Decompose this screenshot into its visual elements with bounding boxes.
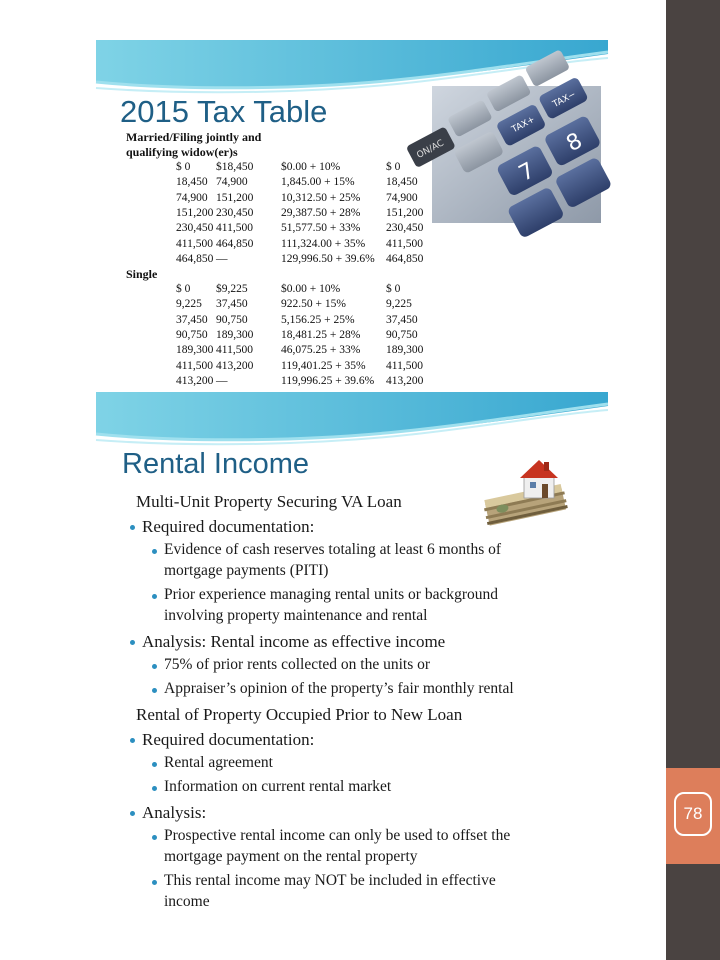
bullet-dot-icon bbox=[130, 525, 135, 530]
wave-header-decoration bbox=[96, 392, 608, 456]
tax-amount-cell: 922.50 + 15% bbox=[281, 298, 346, 311]
bullet-dot-icon bbox=[152, 594, 157, 599]
svg-text:ON/AC: ON/AC bbox=[415, 138, 446, 161]
bracket-but-not-over-cell: 411,500 bbox=[216, 222, 253, 235]
rental-income-title: Rental Income bbox=[122, 448, 309, 480]
bullet-line-level-2: Rental agreement bbox=[164, 754, 273, 772]
tax-amount-cell: 5,156.25 + 25% bbox=[281, 313, 355, 326]
bracket-over-cell: 413,200 bbox=[176, 374, 214, 387]
tax-amount-cell: 119,996.25 + 39.6% bbox=[281, 374, 375, 387]
married-heading-line-1: Married/Filing jointly and bbox=[126, 130, 262, 144]
bracket-over-cell: 151,200 bbox=[176, 206, 214, 219]
bullet-dot-icon bbox=[130, 640, 135, 645]
tax-amount-cell: $0.00 + 10% bbox=[281, 283, 341, 295]
tax-table-row bbox=[96, 176, 608, 191]
bracket-over-cell: 90,750 bbox=[176, 328, 208, 341]
bracket-over-cell: 230,450 bbox=[176, 222, 214, 235]
svg-text:7: 7 bbox=[514, 158, 540, 187]
tax-amount-cell: 51,577.50 + 33% bbox=[281, 222, 361, 235]
bullet-line-level-2: This rental income may NOT be included in effective bbox=[164, 872, 496, 890]
bracket-but-not-over-cell: 151,200 bbox=[216, 191, 254, 204]
bracket-but-not-over-cell: 464,850 bbox=[216, 237, 254, 250]
bullet-line-level-2: Appraiser’s opinion of the property’s fair monthly rental bbox=[164, 680, 514, 698]
of-amount-over-cell: 464,850 bbox=[386, 252, 424, 265]
house-on-money-icon bbox=[478, 452, 570, 528]
tax-amount-cell: 29,387.50 + 28% bbox=[281, 206, 361, 219]
of-amount-over-cell: 230,450 bbox=[386, 222, 424, 235]
bullet-dot-icon bbox=[130, 738, 135, 743]
svg-text:TAX+: TAX+ bbox=[510, 114, 537, 136]
bullet-dot-icon bbox=[152, 880, 157, 885]
of-amount-over-cell: 189,300 bbox=[386, 344, 424, 357]
tax-amount-cell: 10,312.50 + 25% bbox=[281, 191, 361, 204]
bracket-but-not-over-cell: 411,500 bbox=[216, 344, 253, 357]
of-amount-over-cell: 90,750 bbox=[386, 328, 418, 341]
of-amount-over-cell: 413,200 bbox=[386, 374, 424, 387]
tax-table-row bbox=[96, 314, 608, 329]
bracket-over-cell: 189,300 bbox=[176, 344, 214, 357]
married-heading-line-2: qualifying widow(er)s bbox=[126, 145, 238, 159]
bullet-line-level-2: involving property maintenance and rental bbox=[164, 607, 428, 625]
svg-text:TAX−: TAX− bbox=[551, 89, 578, 111]
bracket-over-cell: 411,500 bbox=[176, 359, 213, 372]
bullet-line-level-2: Prior experience managing rental units or background bbox=[164, 586, 498, 604]
bracket-but-not-over-cell: 90,750 bbox=[216, 313, 248, 326]
tax-amount-cell: 1,845.00 + 15% bbox=[281, 176, 355, 189]
page-number: 78 bbox=[683, 804, 703, 823]
bullet-line-level-1: Required documentation: bbox=[142, 729, 315, 749]
bracket-over-cell: $ 0 bbox=[176, 161, 191, 173]
of-amount-over-cell: 411,500 bbox=[386, 359, 423, 372]
tax-table-row bbox=[96, 344, 608, 359]
tax-table-row bbox=[96, 283, 608, 298]
bullet-dot-icon bbox=[152, 688, 157, 693]
bracket-over-cell: 9,225 bbox=[176, 298, 202, 311]
tax-table-row bbox=[96, 375, 608, 390]
bullet-line-level-2: Information on current rental market bbox=[164, 778, 392, 796]
bullet-line-level-2: mortgage payment on the rental property bbox=[164, 848, 418, 866]
bracket-but-not-over-cell: 230,450 bbox=[216, 206, 254, 219]
rental-income-slide bbox=[96, 392, 608, 936]
of-amount-over-cell: 9,225 bbox=[386, 298, 412, 311]
bullet-dot-icon bbox=[130, 811, 135, 816]
tax-table-row bbox=[96, 161, 608, 176]
bullet-line-level-2: 75% of prior rents collected on the units or bbox=[164, 656, 431, 674]
bracket-over-cell: 411,500 bbox=[176, 237, 213, 250]
tax-table-row bbox=[96, 253, 608, 268]
bullet-line-level-2: Evidence of cash reserves totaling at least 6 months of bbox=[164, 541, 502, 559]
of-amount-over-cell: 411,500 bbox=[386, 237, 423, 250]
tax-table-row bbox=[96, 360, 608, 375]
page-number-badge bbox=[666, 768, 720, 864]
bullet-line-level-0: Rental of Property Occupied Prior to New Loan bbox=[136, 704, 463, 724]
tax-table-row bbox=[96, 329, 608, 344]
tax-table-row bbox=[96, 192, 608, 207]
bracket-over-cell: 37,450 bbox=[176, 313, 208, 326]
bullet-dot-icon bbox=[152, 664, 157, 669]
bracket-but-not-over-cell: 189,300 bbox=[216, 328, 254, 341]
bullet-dot-icon bbox=[152, 835, 157, 840]
of-amount-over-cell: 74,900 bbox=[386, 191, 418, 204]
bracket-but-not-over-cell: 37,450 bbox=[216, 298, 248, 311]
bracket-over-cell: 74,900 bbox=[176, 191, 208, 204]
bracket-but-not-over-cell: $18,450 bbox=[216, 161, 254, 173]
tax-table-row bbox=[96, 238, 608, 253]
tax-amount-cell: 46,075.25 + 33% bbox=[281, 344, 361, 357]
bracket-but-not-over-cell: — bbox=[216, 252, 228, 265]
bullet-line-level-2: income bbox=[164, 893, 210, 911]
of-amount-over-cell: 37,450 bbox=[386, 313, 418, 326]
tax-amount-cell: $0.00 + 10% bbox=[281, 161, 341, 173]
bullet-line-level-2: mortgage payments (PITI) bbox=[164, 562, 329, 580]
bullet-dot-icon bbox=[152, 786, 157, 791]
bullet-line-level-1: Analysis: Rental income as effective income bbox=[142, 631, 446, 651]
tax-amount-cell: 129,996.50 + 39.6% bbox=[281, 252, 375, 265]
bullet-line-level-1: Analysis: bbox=[142, 802, 207, 822]
svg-text:8: 8 bbox=[562, 128, 587, 158]
tax-table-row bbox=[96, 298, 608, 313]
bullet-line-level-2: Prospective rental income can only be used to offset the bbox=[164, 827, 511, 845]
tax-table-row bbox=[96, 222, 608, 237]
tax-table-row bbox=[96, 207, 608, 222]
bracket-but-not-over-cell: 74,900 bbox=[216, 176, 248, 189]
bracket-but-not-over-cell: $9,225 bbox=[216, 283, 248, 295]
tax-amount-cell: 18,481.25 + 28% bbox=[281, 328, 361, 341]
of-amount-over-cell: 18,450 bbox=[386, 176, 418, 189]
bracket-over-cell: 464,850 bbox=[176, 252, 214, 265]
bracket-over-cell: $ 0 bbox=[176, 283, 191, 295]
bullet-line-level-0: Multi-Unit Property Securing VA Loan bbox=[136, 491, 402, 511]
bracket-but-not-over-cell: 413,200 bbox=[216, 359, 254, 372]
bracket-but-not-over-cell: — bbox=[216, 374, 228, 387]
bullet-dot-icon bbox=[152, 549, 157, 554]
tax-amount-cell: 111,324.00 + 35% bbox=[281, 237, 366, 250]
bullet-dot-icon bbox=[152, 762, 157, 767]
bullet-line-level-1: Required documentation: bbox=[142, 516, 315, 536]
tax-amount-cell: 119,401.25 + 35% bbox=[281, 359, 366, 372]
of-amount-over-cell: $ 0 bbox=[386, 161, 401, 173]
bracket-over-cell: 18,450 bbox=[176, 176, 208, 189]
of-amount-over-cell: $ 0 bbox=[386, 283, 401, 295]
tax-table-slide bbox=[96, 40, 608, 392]
of-amount-over-cell: 151,200 bbox=[386, 206, 424, 219]
single-heading: Single bbox=[126, 267, 158, 281]
tax-table-title: 2015 Tax Table bbox=[120, 94, 328, 129]
